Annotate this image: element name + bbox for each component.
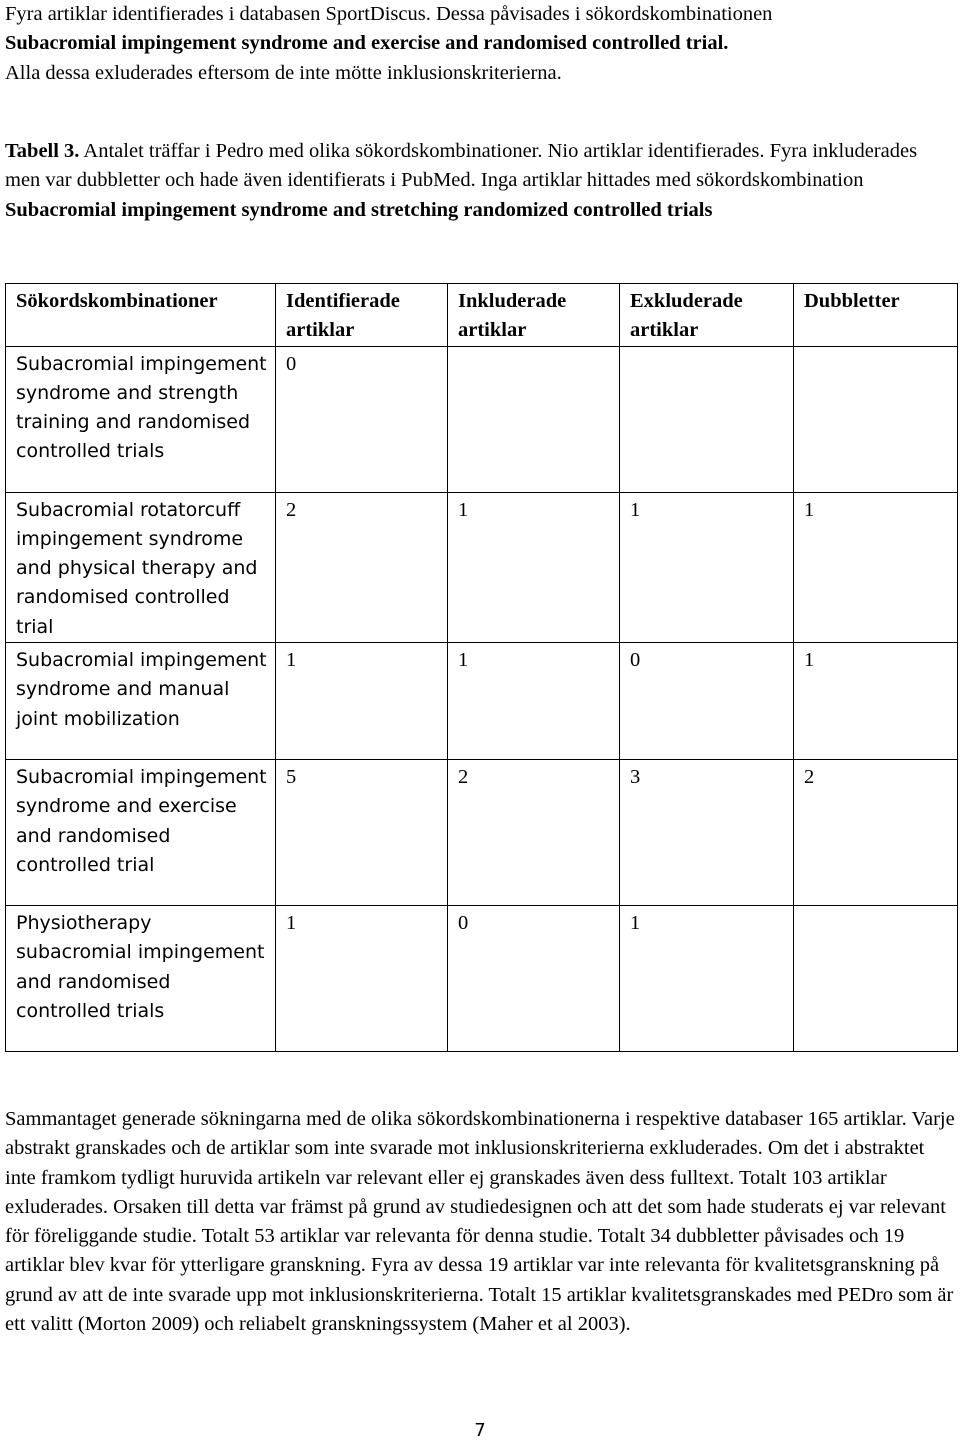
intro-line-3: Alla dessa exluderades eftersom de inte mötte inklusionskriterierna. <box>5 61 562 84</box>
page-number: 7 <box>474 1420 486 1441</box>
cell-identified: 2 <box>276 492 448 642</box>
cell-duplicates: 1 <box>794 643 958 760</box>
cell-duplicates <box>794 346 958 492</box>
table-header-row <box>6 284 958 347</box>
cell-included: 1 <box>448 492 620 642</box>
table-caption-bold-term: Subacromial impingement syndrome and stretching randomized controlled trials <box>5 198 713 221</box>
table-row <box>6 760 958 906</box>
header-search-terms: Sökordskombinationer <box>6 284 276 347</box>
cell-excluded: 0 <box>620 643 794 760</box>
intro-line-2-bold: Subacromial impingement syndrome and exercise and randomised controlled trial. <box>5 32 729 55</box>
table-row <box>6 346 958 492</box>
cell-excluded: 3 <box>620 760 794 906</box>
summary-text: Sammantaget generade sökningarna med de olika sökordskombinationerna i respektive databaser 165 artiklar. Varje abstrakt granskades och de artiklar som inte svarade mot inklusionskriterierna exkluderades. Om det i abstraktet inte framkom tydligt huruvida artikeln var relevant eller ej granskades även dess fulltext. Totalt 103 artiklar exluderades. Orsaken till detta var främst på grund av studiedesignen och att det som hade studerats ej var relevant för föreliggande studie. Totalt 53 artiklar var relevanta för denna studie. Totalt 34 dubbletter påvisades och 19 artiklar blev kvar för ytterligare granskning. Fyra av dessa 19 artiklar var inte relevanta för kvalitetsgranskning på grund av att de inte svarade upp mot inklusionskriterierna. Totalt 15 artiklar kvalitetsgranskades med PEDro som är ett valitt (Morton 2009) och reliabelt granskningssystem (Maher et al 2003). <box>5 1108 955 1336</box>
cell-search-term: Subacromial rotatorcuff impingement syndrome and physical therapy and randomised controlled trial <box>6 492 276 642</box>
cell-identified: 0 <box>276 346 448 492</box>
cell-included: 0 <box>448 906 620 1052</box>
cell-excluded <box>620 346 794 492</box>
intro-line-1: Fyra artiklar identifierades i databasen SportDiscus. Dessa påvisades i sökordskombinationen <box>5 3 773 25</box>
intro-paragraph <box>5 0 955 88</box>
table-row <box>6 492 958 642</box>
cell-search-term: Physiotherapy subacromial impingement and randomised controlled trials <box>6 906 276 1052</box>
table-row <box>6 643 958 760</box>
cell-included: 2 <box>448 760 620 906</box>
table-caption <box>5 137 955 225</box>
cell-included <box>448 346 620 492</box>
header-excluded: Exkluderade artiklar <box>620 284 794 347</box>
table-caption-label: Tabell 3. <box>5 140 80 162</box>
cell-identified: 1 <box>276 906 448 1052</box>
cell-duplicates: 1 <box>794 492 958 642</box>
header-identified: Identifierade artiklar <box>276 284 448 347</box>
table-row <box>6 906 958 1052</box>
cell-identified: 1 <box>276 643 448 760</box>
header-duplicates: Dubbletter <box>794 284 958 347</box>
cell-search-term: Subacromial impingement syndrome and strength training and randomised controlled trials <box>6 346 276 492</box>
header-included: Inkluderade artiklar <box>448 284 620 347</box>
summary-paragraph <box>5 1105 955 1339</box>
cell-duplicates <box>794 906 958 1052</box>
search-results-table <box>5 283 958 1052</box>
table-caption-text: Antalet träffar i Pedro med olika sökordskombinationer. Nio artiklar identifierades. Fyra inkluderades men var dubbletter och hade även identifierats i PubMed. Inga artiklar hittades med sökordskombination <box>5 140 918 192</box>
cell-duplicates: 2 <box>794 760 958 906</box>
cell-identified: 5 <box>276 760 448 906</box>
cell-excluded: 1 <box>620 906 794 1052</box>
cell-included: 1 <box>448 643 620 760</box>
cell-excluded: 1 <box>620 492 794 642</box>
cell-search-term: Subacromial impingement syndrome and manual joint mobilization <box>6 643 276 760</box>
cell-search-term: Subacromial impingement syndrome and exercise and randomised controlled trial <box>6 760 276 906</box>
